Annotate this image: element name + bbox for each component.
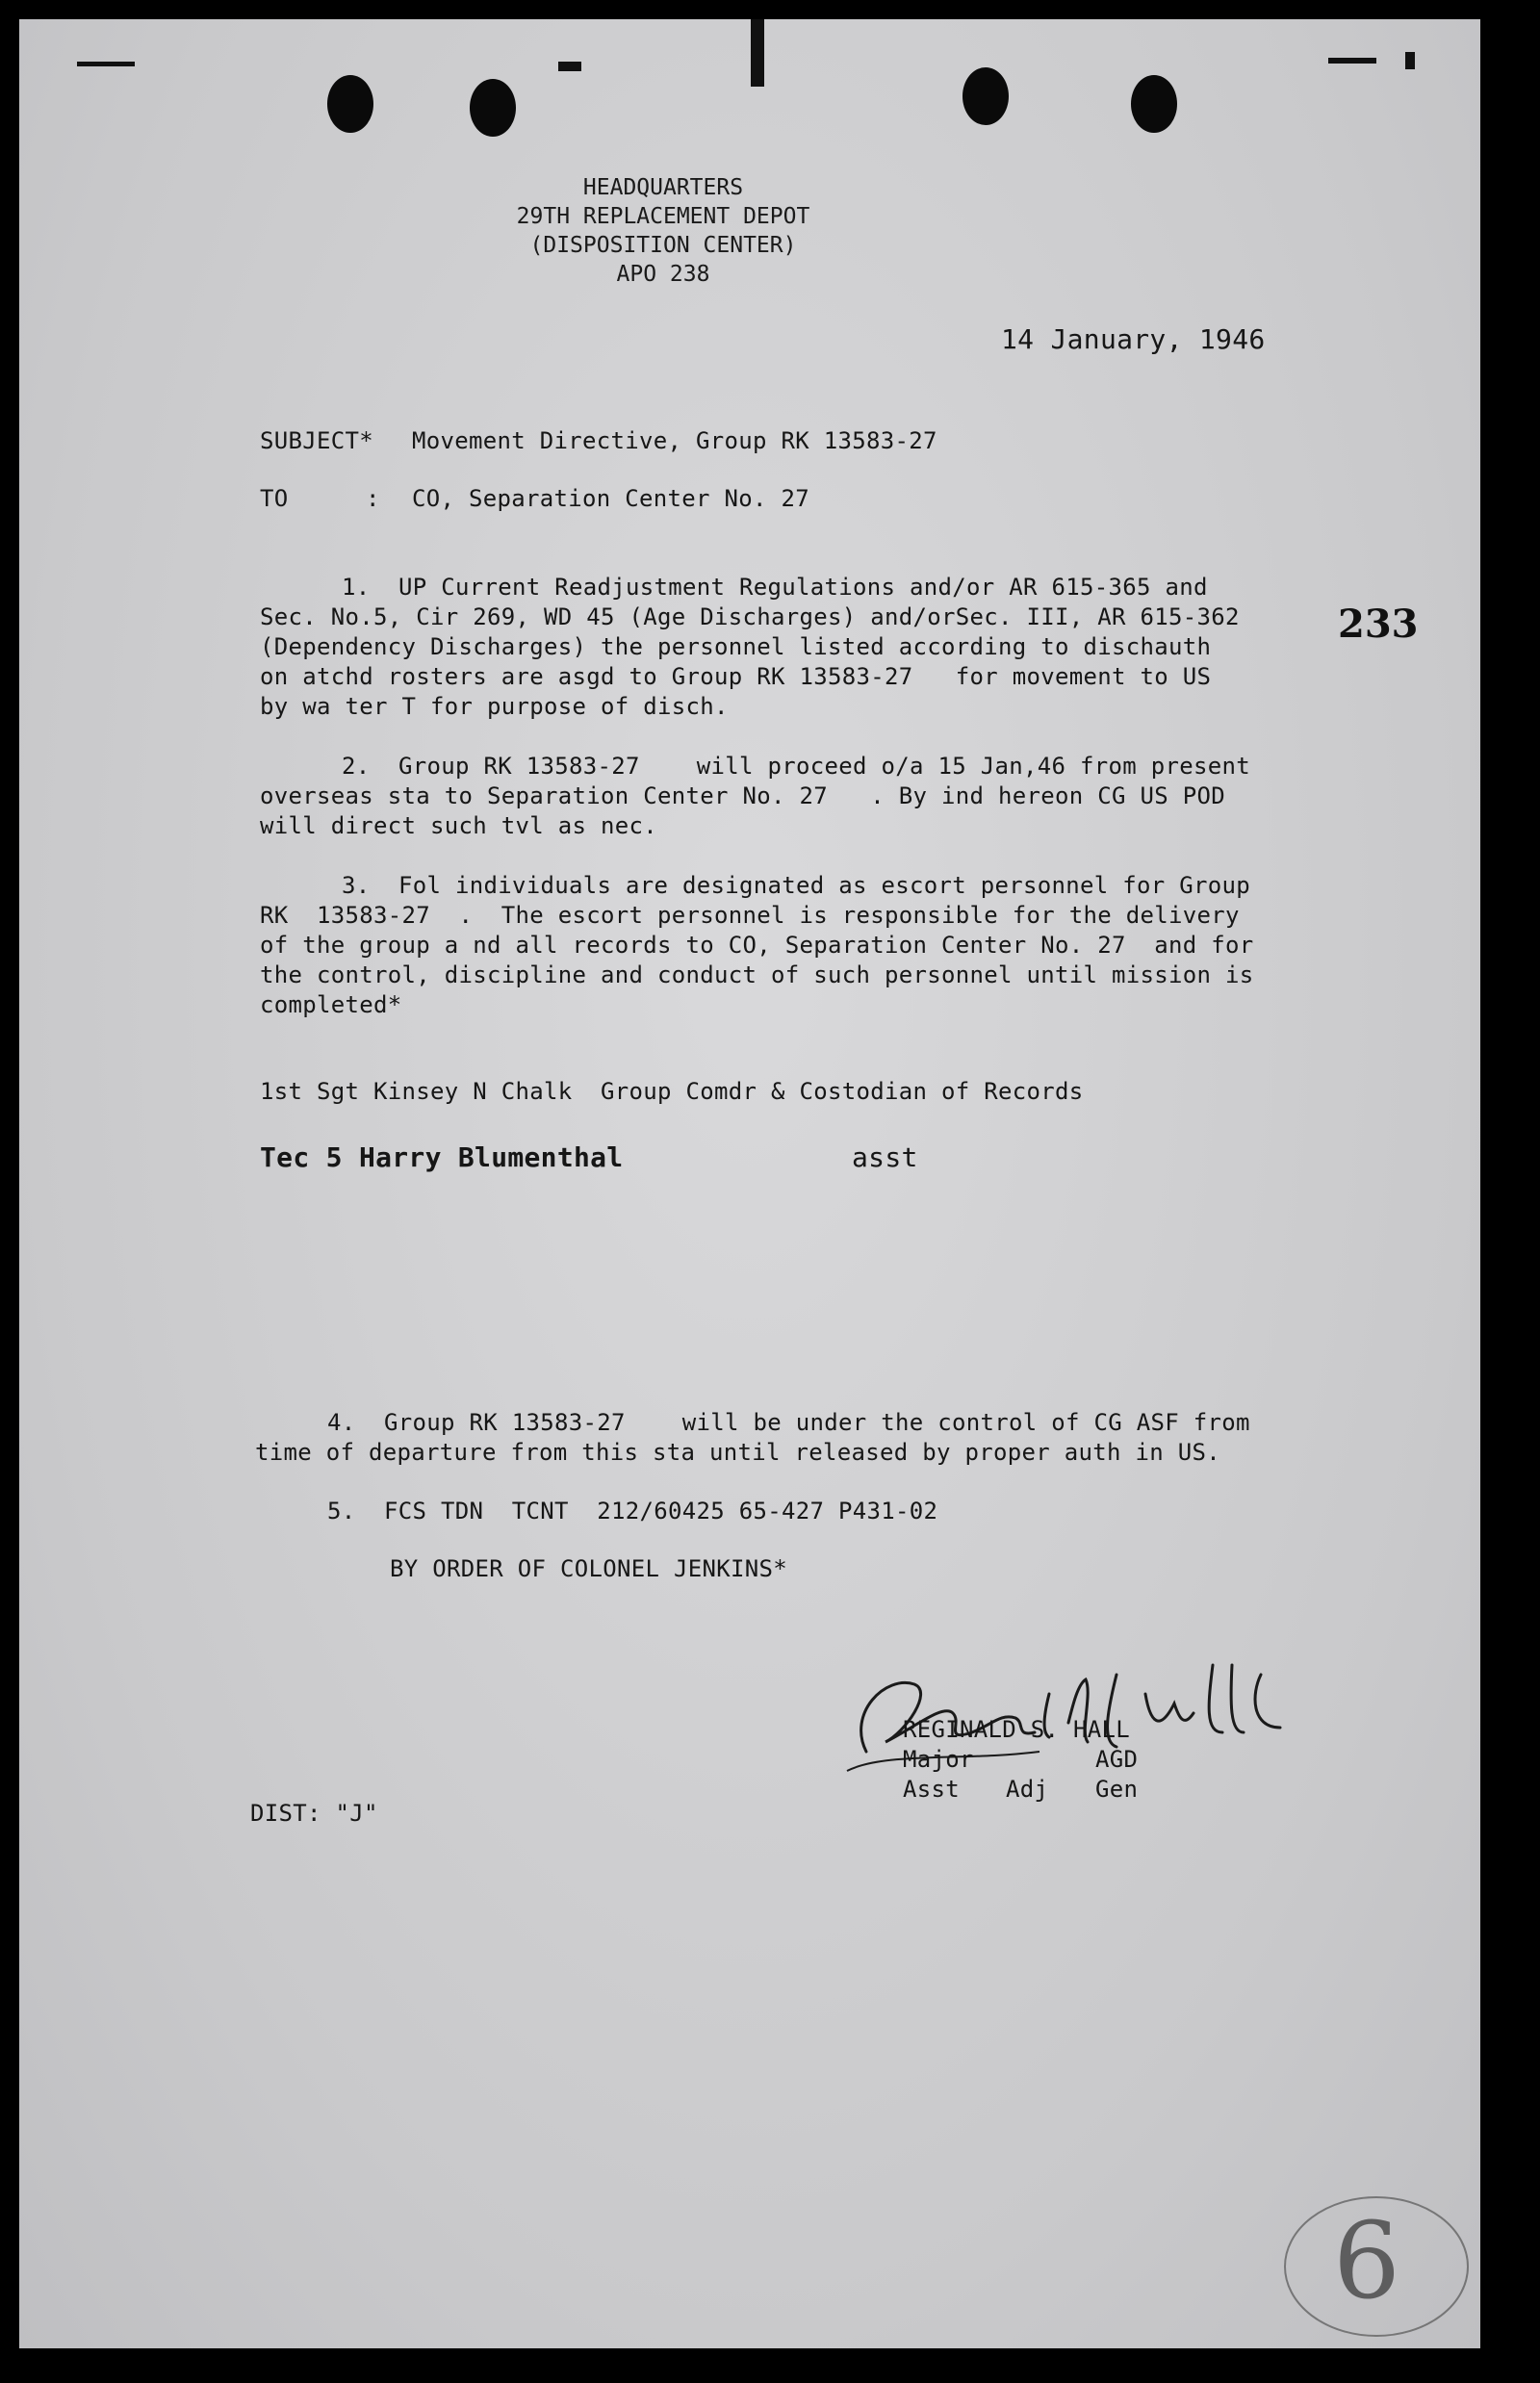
signer-title-c: Gen [1095,1776,1139,1803]
para4-line: 4. Group RK 13583-27 will be under the control of CG ASF from [327,1409,1250,1436]
top-mark [751,19,764,87]
top-mark [1328,58,1376,64]
header-line-2: 29TH REPLACEMENT DEPOT [516,204,810,229]
distribution: DIST: "J" [250,1800,378,1827]
header-line-3: (DISPOSITION CENTER) [529,233,797,258]
top-mark [1405,52,1415,69]
punch-hole-3 [962,67,1009,125]
top-mark [77,62,135,66]
para3-line: RK 13583-27 . The escort personnel is responsible for the delivery [260,902,1240,929]
punch-hole-1 [327,75,373,133]
para1-line: Sec. No.5, Cir 269, WD 45 (Age Discharges) and/orSec. III, AR 615-362 [260,603,1240,630]
para2-line: will direct such tvl as nec. [260,812,657,839]
by-order-line: BY ORDER OF COLONEL JENKINS* [390,1555,787,1582]
para3-line: 3. Fol individuals are designated as escort personnel for Group [342,872,1250,899]
to-text: CO, Separation Center No. 27 [412,485,809,512]
escort-2-name: Tec 5 Harry Blumenthal [260,1141,624,1173]
para3-line: completed* [260,991,402,1018]
paragraph-5: 5. FCS TDN TCNT 212/60425 65-427 P431-02 [327,1498,938,1525]
circled-number: 6 [1333,2199,1400,2322]
to-separator: : [366,485,380,512]
para1-line: by wa ter T for purpose of disch. [260,693,729,720]
signer-title-b: Adj [1006,1776,1049,1803]
punch-hole-2 [470,79,516,137]
to-label: TO [260,485,289,512]
para2-line: 2. Group RK 13583-27 will proceed o/a 15 Jan,46 from present [342,753,1250,780]
para3-line: of the group a nd all records to CO, Separation Center No. 27 and for [260,932,1254,959]
handwritten-signature [828,1636,1309,1790]
para2-line: overseas sta to Separation Center No. 27 . By ind hereon CG US POD [260,782,1225,809]
signer-title-a: Asst [903,1776,960,1803]
signer-rank: Major [903,1746,974,1773]
para1-line: on atchd rosters are asgd to Group RK 13583-27 for movement to US [260,663,1212,690]
escort-1: 1st Sgt Kinsey N Chalk Group Comdr & Costodian of Records [260,1078,1084,1105]
para3-line: the control, discipline and conduct of such personnel until mission is [260,961,1254,988]
header-line-4: APO 238 [616,262,710,287]
signer-name: REGINALD S. HALL [903,1716,1130,1743]
signer-branch: AGD [1095,1746,1139,1773]
escort-2-role: asst [852,1141,918,1173]
document-page [19,19,1480,2348]
para1-line: 1. UP Current Readjustment Regulations and/or AR 615-365 and [342,574,1208,601]
document-date: 14 January, 1946 [1001,323,1266,355]
para1-line: (Dependency Discharges) the personnel listed according to dischauth [260,633,1212,660]
header-line-1: HEADQUARTERS [582,175,744,200]
punch-hole-4 [1131,75,1177,133]
page-number: 233 [1338,602,1419,647]
top-mark [558,62,581,71]
para4-line: time of departure from this sta until released by proper auth in US. [255,1439,1220,1466]
subject-text: Movement Directive, Group RK 13583-27 [412,427,937,454]
subject-label: SUBJECT* [260,427,373,454]
